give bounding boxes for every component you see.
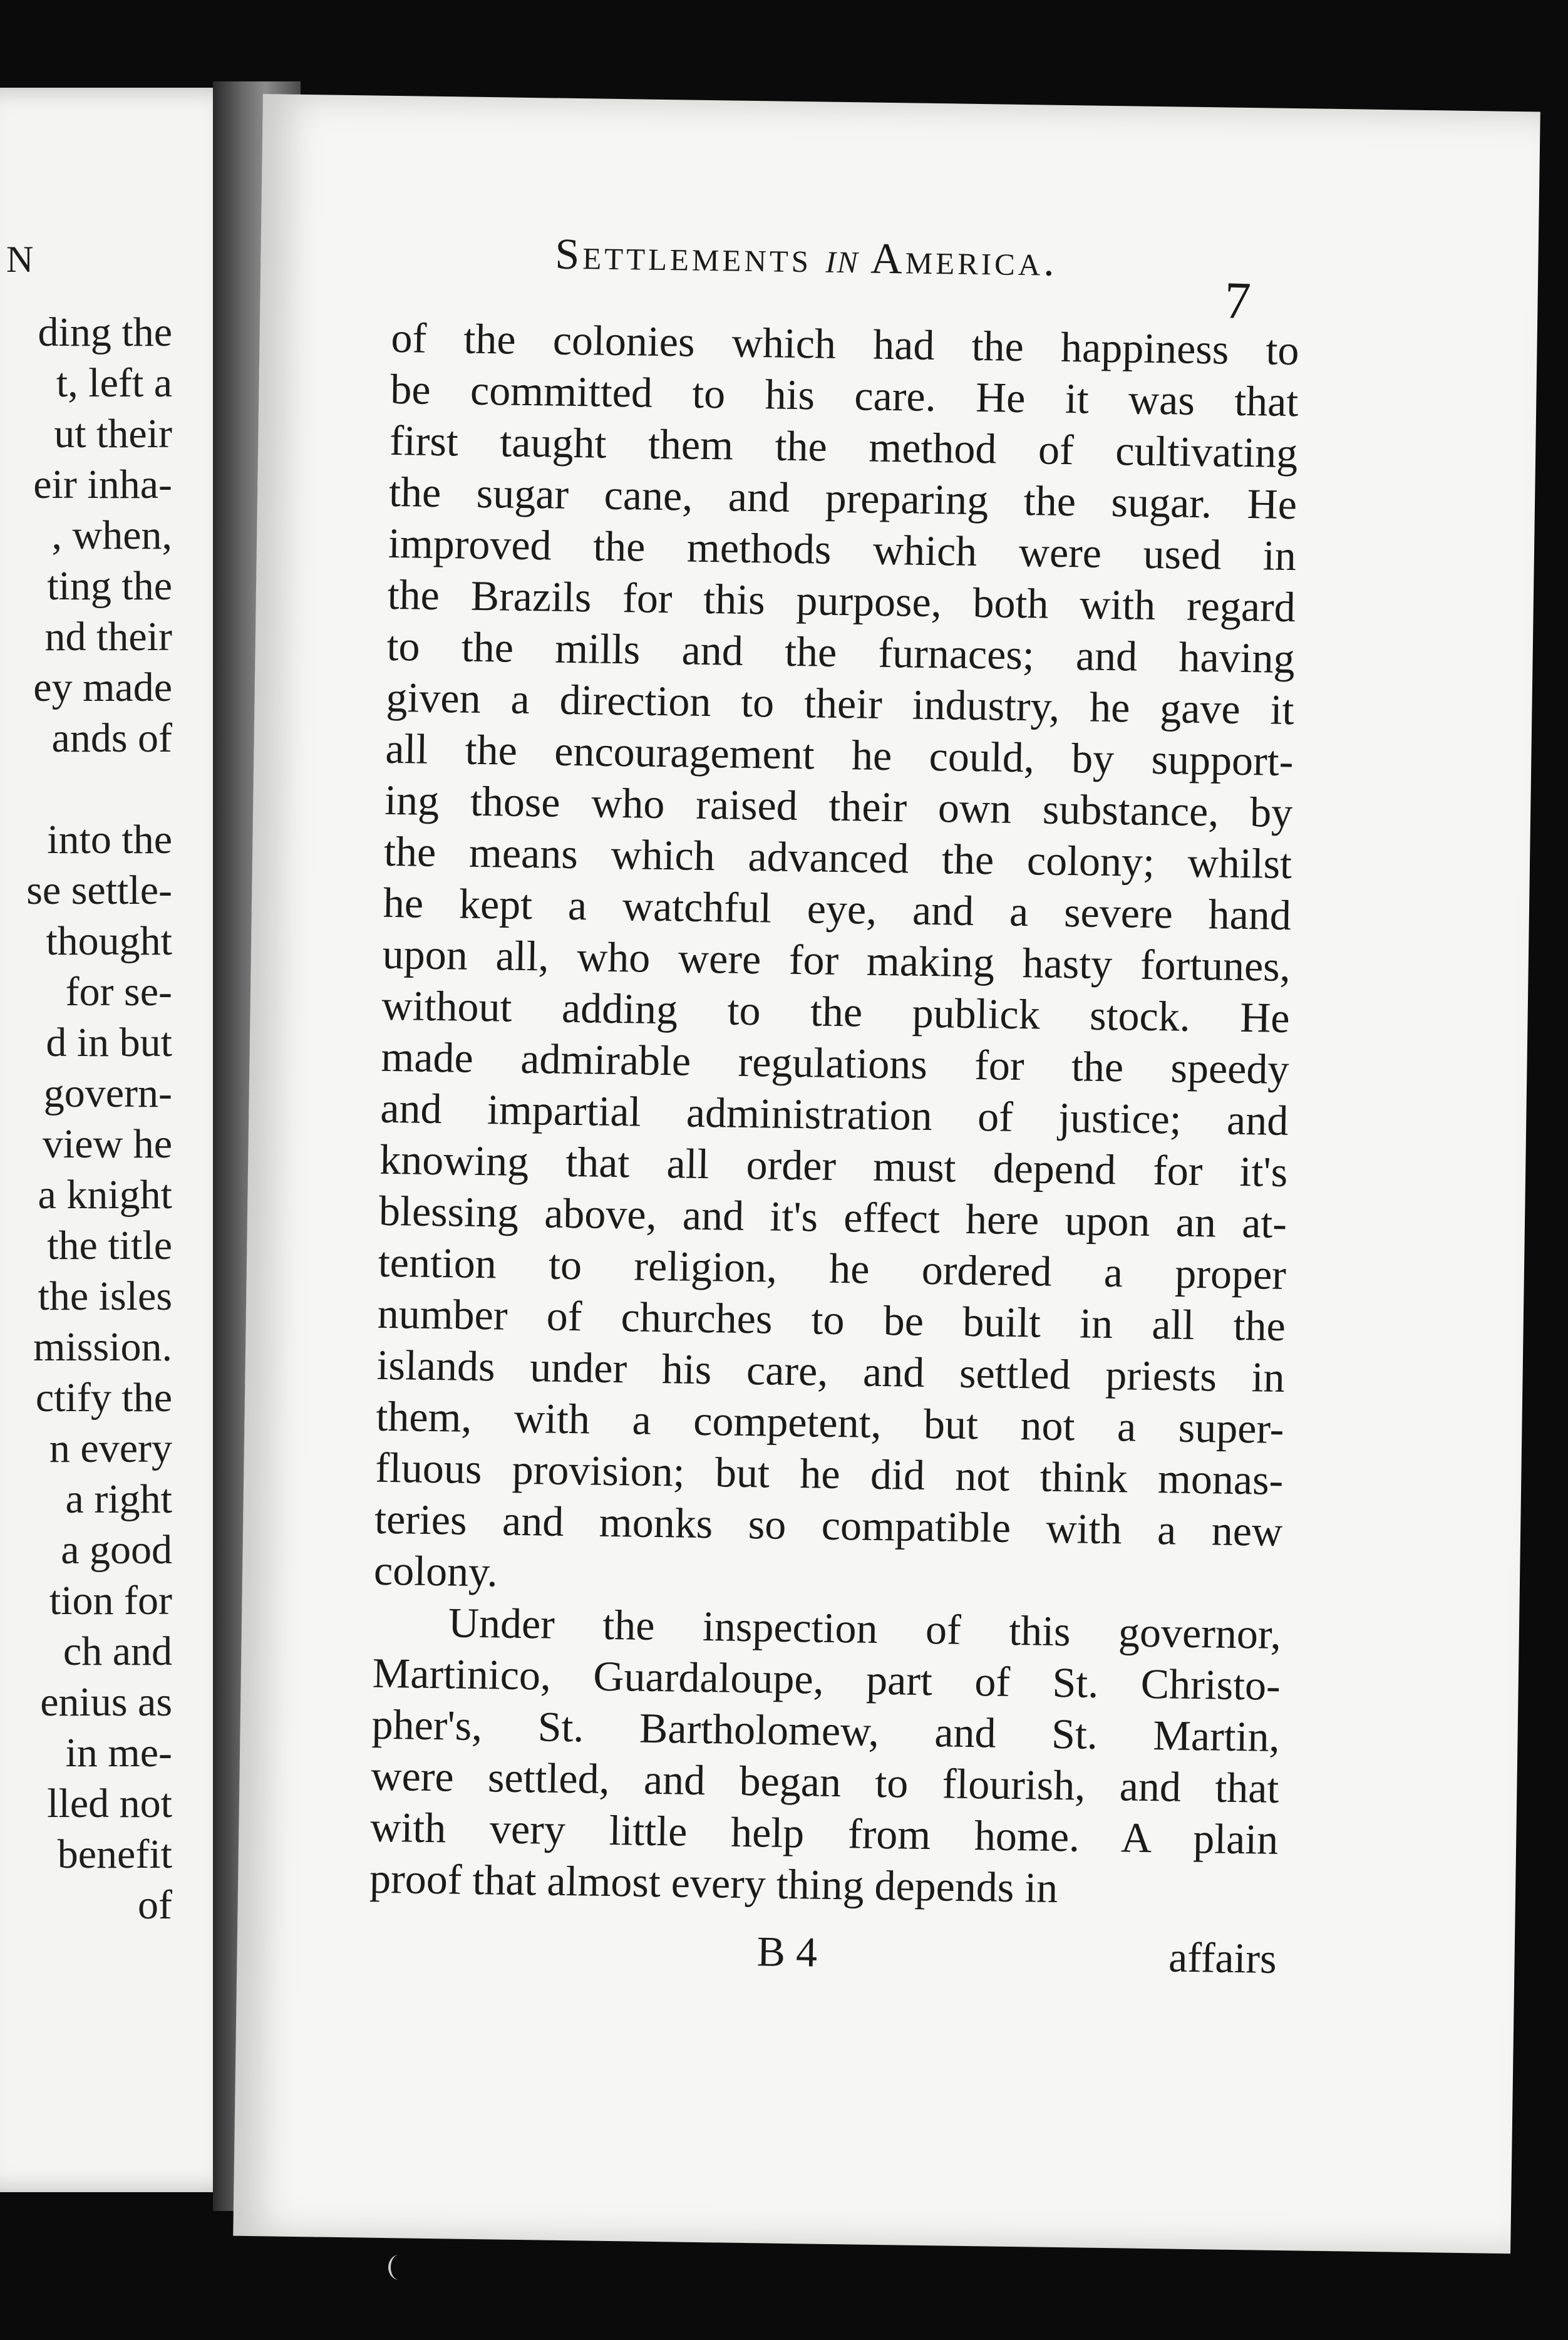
left-page-line: govern- [43,1070,172,1116]
left-page-line: ey made [33,665,172,710]
running-head-post: America. [870,234,1058,286]
left-page-line: n every [49,1426,172,1471]
running-head [555,230,1058,287]
body-line: islands under his care, and settled priests in [376,1340,1286,1401]
body-line: without adding to the publick stock. He [381,981,1291,1042]
body-line: first taught them the method of cultivating [389,416,1298,477]
body-line: the sugar cane, and preparing the sugar. He [388,467,1297,529]
left-page-line: t, left a [56,360,172,406]
body-line: colony. [373,1546,498,1596]
left-page-line: for se- [65,969,172,1015]
scan-artifact [388,2255,410,2280]
left-page-line: mission. [33,1324,172,1370]
left-page-line: a right [65,1476,172,1522]
left-page-line: of [138,1882,172,1928]
left-page-line: , when, [51,512,172,558]
body-line: improved the methods which were used in [388,519,1297,580]
left-page-line: d in but [46,1020,172,1065]
left-page-line: into the [47,817,172,862]
body-line: Martinico, Guardaloupe, part of St. Christo- [372,1649,1281,1709]
body-line: upon all, who were for making hasty fortunes, [382,929,1291,991]
page-footer [369,1922,1277,1982]
body-line: blessing above, and it's effect here upon an at- [378,1186,1287,1247]
left-page-line: eir inha- [33,462,172,507]
left-page-line: benefit [57,1831,172,1877]
left-page-line: lled not [47,1781,172,1826]
body-line: all the encouragement he could, by support- [384,724,1294,785]
body-line: tention to religion, he ordered a proper [378,1238,1287,1298]
body-line: the means which advanced the colony; whilst [383,827,1292,888]
right-page [233,94,1540,2254]
body-line: teries and monks so compatible with a new [374,1494,1283,1555]
left-page-line: ctify the [35,1375,172,1421]
left-page-line: the isles [38,1273,172,1319]
body-line: with very little help from home. A plain [369,1803,1279,1863]
left-page-line: enius as [40,1679,172,1725]
body-line: number of churches to be built in all the [377,1289,1286,1350]
left-page-line: ands of [51,715,172,761]
left-page-line: ding the [38,309,172,355]
body-line: to the mills and the furnaces; and having [386,621,1296,683]
running-head-in: in [825,234,860,283]
body-line: he kept a watchful eye, and a severe hand [383,878,1292,940]
page-number: 7 [1224,271,1252,331]
left-page-line: tion for [49,1578,172,1623]
body-line: of the colonies which had the happiness to [391,313,1299,375]
left-page-line: a good [61,1527,172,1573]
body-line: be committed to his care. He it was that [389,365,1299,426]
left-page-line: ut their [54,411,172,457]
left-running-head: N [6,239,35,280]
left-page-line: a knight [38,1172,172,1218]
body-line: pher's, St. Bartholomew, and St. Martin, [371,1700,1281,1761]
body-line: knowing that all order must depend for it's [379,1135,1288,1196]
body-line: proof that almost every thing depends in [369,1854,1058,1912]
body-line: ing those who raised their own substance, by [384,775,1293,837]
left-page-line: ch and [63,1628,172,1674]
body-line: and impartial administration of justice; and [379,1084,1289,1145]
signature-mark: B 4 [756,1927,818,1976]
body-line: given a direction to their industry, he gave it [386,673,1294,734]
body-line: the Brazils for this purpose, both with regard [387,570,1296,631]
running-head-pre: Settlements [554,230,812,282]
left-page-line: in me- [65,1730,172,1776]
left-page-line [26,764,172,814]
body-line: them, with a competent, but not a super- [376,1392,1284,1452]
left-page-line: nd their [44,614,172,660]
left-page-line: se settle- [26,867,172,913]
catchword: affairs [1168,1933,1277,1982]
body-text [369,312,1299,1917]
body-line: Under the inspection of this governor, [448,1598,1282,1658]
left-page-line: thought [46,918,172,964]
body-line: fluous provision; but he did not think monas- [374,1443,1284,1504]
left-page-line: the title [47,1223,172,1268]
left-page-line: view he [42,1121,172,1167]
left-page-line: ting the [47,563,172,609]
body-line: were settled, and began to flourish, and that [371,1751,1279,1812]
left-page [0,88,247,2192]
left-page-text [26,307,172,1930]
body-line: made admirable regulations for the speedy [381,1032,1289,1094]
